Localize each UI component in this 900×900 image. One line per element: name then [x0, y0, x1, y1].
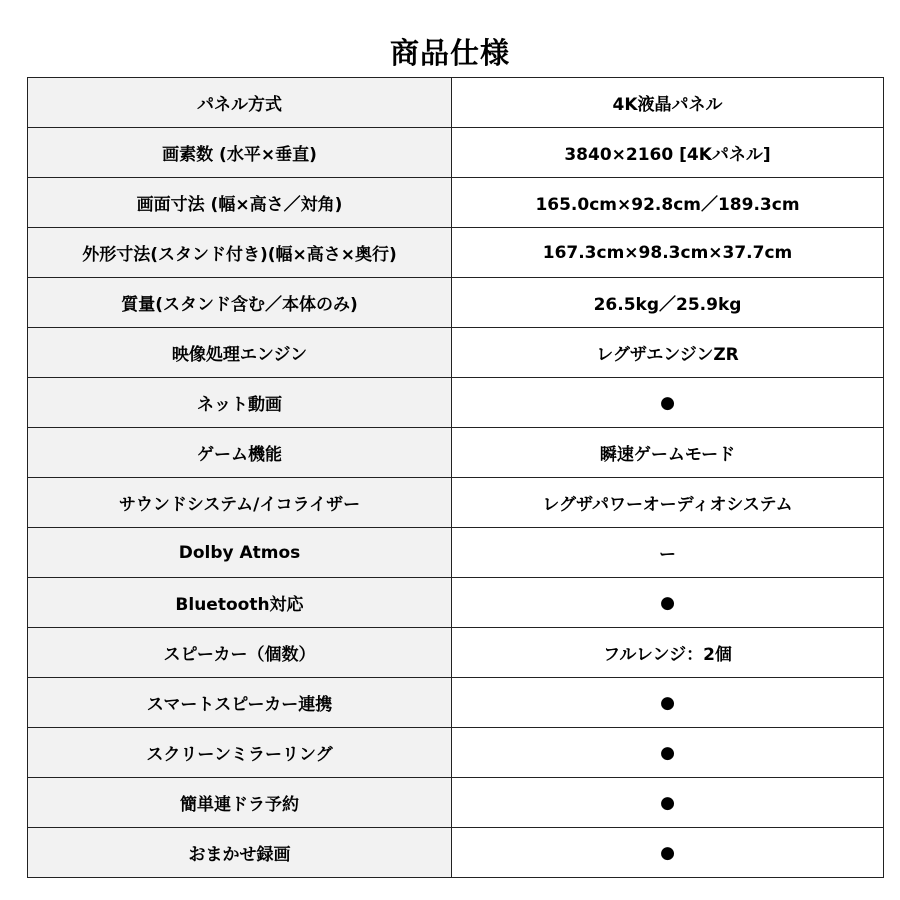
spec-value-bluetooth: ● — [452, 578, 884, 628]
spec-value-engine: レグザエンジンZR — [452, 328, 884, 378]
spec-value-panel-type: 4K液晶パネル — [452, 78, 884, 128]
spec-label-screen-mirroring: スクリーンミラーリング — [28, 728, 452, 778]
table-row — [28, 528, 884, 578]
spec-value-dolby-atmos: ー — [452, 528, 884, 578]
table-row — [28, 678, 884, 728]
spec-value-resolution: 3840×2160 [4Kパネル] — [452, 128, 884, 178]
spec-label-dolby-atmos: Dolby Atmos — [28, 528, 452, 578]
spec-label-auto-recording: おまかせ録画 — [28, 828, 452, 878]
table-row — [28, 278, 884, 328]
page-title: 商品仕様 — [389, 36, 510, 70]
table-row — [28, 628, 884, 678]
spec-label-sound-system: サウンドシステム/イコライザー — [28, 478, 452, 528]
spec-label-smart-speaker: スマートスピーカー連携 — [28, 678, 452, 728]
spec-value-smart-speaker: ● — [452, 678, 884, 728]
spec-value-weight: 26.5kg／25.9kg — [452, 278, 884, 328]
table-row — [28, 328, 884, 378]
spec-label-engine: 映像処理エンジン — [28, 328, 452, 378]
table-row — [28, 828, 884, 878]
spec-label-outer-dimensions: 外形寸法(スタンド付き)(幅×高さ×奥行) — [28, 228, 452, 278]
spec-value-screen-mirroring: ● — [452, 728, 884, 778]
table-row — [28, 428, 884, 478]
spec-table — [27, 77, 884, 878]
table-row — [28, 478, 884, 528]
table-row — [28, 378, 884, 428]
spec-value-outer-dimensions: 167.3cm×98.3cm×37.7cm — [452, 228, 884, 278]
spec-label-resolution: 画素数 (水平×垂直) — [28, 128, 452, 178]
spec-label-screen-size: 画面寸法 (幅×高さ／対角) — [28, 178, 452, 228]
table-row — [28, 178, 884, 228]
spec-value-drama-recording: ● — [452, 778, 884, 828]
spec-value-game: 瞬速ゲームモード — [452, 428, 884, 478]
table-row — [28, 778, 884, 828]
spec-value-sound-system: レグザパワーオーディオシステム — [452, 478, 884, 528]
spec-value-screen-size: 165.0cm×92.8cm／189.3cm — [452, 178, 884, 228]
spec-label-weight: 質量(スタンド含む／本体のみ) — [28, 278, 452, 328]
spec-value-speakers: フルレンジ：2個 — [452, 628, 884, 678]
spec-label-bluetooth: Bluetooth対応 — [28, 578, 452, 628]
spec-value-net-video: ● — [452, 378, 884, 428]
table-row — [28, 578, 884, 628]
table-row — [28, 128, 884, 178]
spec-label-game: ゲーム機能 — [28, 428, 452, 478]
spec-label-net-video: ネット動画 — [28, 378, 452, 428]
table-row — [28, 78, 884, 128]
table-row — [28, 728, 884, 778]
spec-value-auto-recording: ● — [452, 828, 884, 878]
table-row — [28, 228, 884, 278]
spec-label-drama-recording: 簡単連ドラ予約 — [28, 778, 452, 828]
spec-label-panel-type: パネル方式 — [28, 78, 452, 128]
spec-label-speakers: スピーカー（個数） — [28, 628, 452, 678]
